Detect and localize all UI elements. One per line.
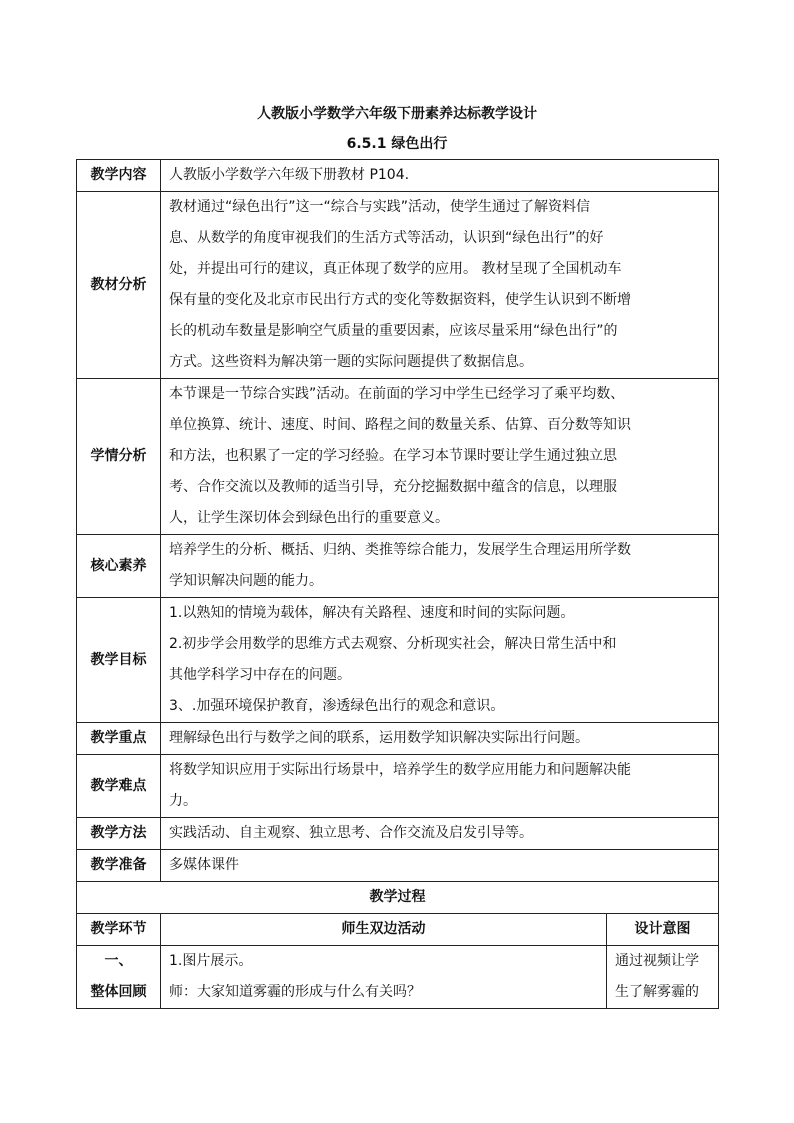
text-line: 人教版小学数学六年级下册教材 P104.: [169, 167, 410, 183]
text-line: 本节课是一节综合实践”活动。在前面的学习中学生已经学习了乘平均数、: [169, 386, 625, 402]
activity-cell: [161, 946, 607, 1009]
text-line: 其他学科学习中存在的问题。: [169, 667, 351, 683]
text-line: 2.初步学会用数学的思维方式去观察、分析现实社会，解决日常生活中和: [169, 636, 617, 652]
text-line: 实践活动、自主观察、独立思考、合作交流及启发引导等。: [169, 825, 533, 841]
value-method: [161, 818, 719, 850]
row-goals: [77, 598, 719, 723]
text-line: 处，并提出可行的建议，真正体现了数学的应用。 教材呈现了全国机动车: [169, 261, 622, 277]
text-line: 单位换算、统计、速度、时间、路程之间的数量关系、估算、百分数等知识: [169, 417, 631, 433]
row-material: [77, 192, 719, 379]
value-key: [161, 723, 719, 755]
label-literacy: 核心素养: [77, 535, 161, 598]
text-line: 多媒体课件: [169, 857, 239, 873]
value-prep: [161, 850, 719, 882]
text-line: 1.图片展示。: [169, 953, 253, 969]
lesson-plan-table: [76, 159, 719, 1009]
label-key: 教学重点: [77, 723, 161, 755]
value-literacy: [161, 535, 719, 598]
label-prep: 教学准备: [77, 850, 161, 882]
value-difficulty: [161, 755, 719, 818]
stage-number: 一、: [104, 953, 133, 969]
text-line: 长的机动车数量是影响空气质量的重要因素，应该尽量采用“绿色出行”的: [169, 323, 618, 339]
row-method: [77, 818, 719, 850]
text-line: 培养学生的分析、概括、归纳、类推等综合能力，发展学生合理运用所学数: [169, 542, 631, 558]
text-line: 方式。这些资料为解决第一题的实际问题提供了数据信息。: [169, 354, 533, 370]
text-line: 生了解雾霾的: [615, 984, 699, 1000]
intent-cell: [607, 946, 719, 1009]
row-students: [77, 379, 719, 535]
row-content: [77, 160, 719, 192]
stage-name: 整体回顾: [90, 984, 147, 1000]
text-line: 通过视频让学: [615, 953, 699, 969]
process-heading: 教学过程: [77, 882, 719, 914]
text-line: 1.以熟知的情境为载体，解决有关路程、速度和时间的实际问题。: [169, 605, 575, 621]
text-line: 教材通过“绿色出行”这一“综合与实践”活动，使学生通过了解资料信: [169, 199, 591, 215]
text-line: 理解绿色出行与数学之间的联系，运用数学知识解决实际出行问题。: [169, 730, 589, 746]
text-line: 学知识解决问题的能力。: [169, 573, 323, 589]
row-process-columns: [77, 914, 719, 946]
row-process-stage-1: [77, 946, 719, 1009]
text-line: 将数学知识应用于实际出行场景中，培养学生的数学应用能力和问题解决能: [169, 762, 631, 778]
col-activity-header: 师生双边活动: [161, 914, 607, 946]
label-difficulty: 教学难点: [77, 755, 161, 818]
value-goals: [161, 598, 719, 723]
row-literacy: [77, 535, 719, 598]
text-line: 保有量的变化及北京市民出行方式的变化等数据资料，使学生认识到不断增: [169, 292, 631, 308]
label-content: 教学内容: [77, 160, 161, 192]
text-line: 人，让学生深切体会到绿色出行的重要意义。: [169, 510, 449, 526]
row-key: [77, 723, 719, 755]
label-goals: 教学目标: [77, 598, 161, 723]
row-process-heading: [77, 882, 719, 914]
col-stage-header: 教学环节: [77, 914, 161, 946]
stage-cell: [77, 946, 161, 1009]
row-prep: [77, 850, 719, 882]
text-line: 息、从数学的角度审视我们的生活方式等活动，认识到“绿色出行”的好: [169, 230, 604, 246]
text-line: 3、.加强环境保护教育，渗透绿色出行的观念和意识。: [169, 698, 505, 714]
value-material: [161, 192, 719, 379]
label-method: 教学方法: [77, 818, 161, 850]
value-content: [161, 160, 719, 192]
text-line: 师：大家知道雾霾的形成与什么有关吗？: [169, 984, 421, 1000]
document-title: 人教版小学数学六年级下册素养达标教学设计: [257, 106, 537, 122]
label-material: 教材分析: [77, 192, 161, 379]
value-students: [161, 379, 719, 535]
label-students: 学情分析: [77, 379, 161, 535]
text-line: 和方法，也积累了一定的学习经验。在学习本节课时要让学生通过独立思: [169, 448, 617, 464]
text-line: 考、合作交流以及教师的适当引导，充分挖掘数据中蕴含的信息，以理服: [169, 479, 617, 495]
document-subtitle: 6.5.1 绿色出行: [346, 136, 448, 152]
col-intent-header: 设计意图: [607, 914, 719, 946]
text-line: 力。: [169, 793, 197, 809]
row-difficulty: [77, 755, 719, 818]
